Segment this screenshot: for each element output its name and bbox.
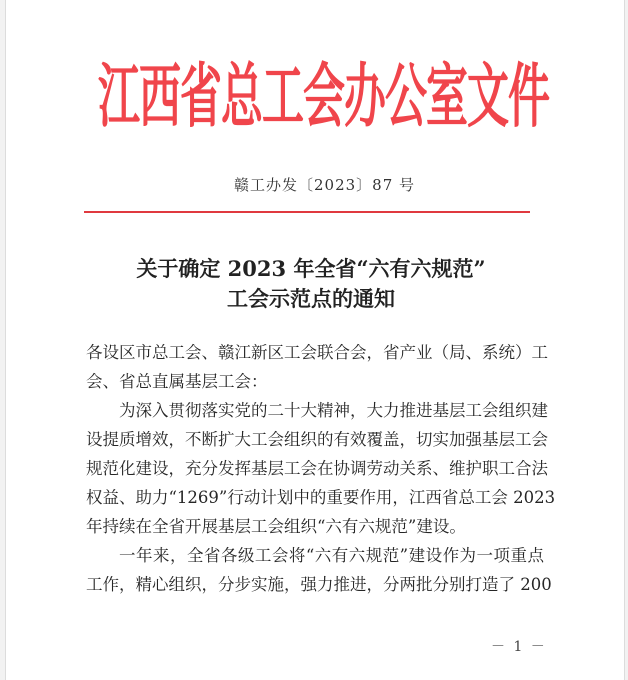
body-line-paragraph-2: 一年来，全省各级工会将“六有六规范”建设作为一项重点	[119, 546, 544, 565]
issuer-heading-char: 工	[262, 55, 305, 137]
issuer-heading-char: 会	[303, 55, 346, 137]
issuer-heading-char: 室	[426, 55, 469, 137]
body-line-addressees: 各设区市总工会、赣江新区工会联合会，省产业（局、系统）工	[86, 343, 548, 362]
document-page	[5, 0, 625, 680]
document-title-line-1: 关于确定 2023 年全省“六有六规范”	[136, 256, 486, 281]
body-line-paragraph-1: 规范化建设，充分发挥基层工会在协调劳动关系、维护职工合法	[86, 459, 548, 478]
body-line-paragraph-1-end: 年持续在全省开展基层工会组织“六有六规范”建设。	[86, 517, 466, 536]
document-title-line-2: 工会示范点的通知	[227, 286, 395, 311]
document-body	[86, 338, 556, 599]
red-divider-rule	[84, 211, 530, 213]
body-line-paragraph-2: 工作，精心组织，分步实施，强力推进，分两批分别打造了 200	[86, 575, 552, 594]
issuer-heading	[98, 55, 551, 137]
issuer-heading-char: 总	[221, 55, 264, 137]
issuer-heading-char: 件	[508, 55, 551, 137]
body-line-addressees-cont: 会、省总直属基层工会：	[86, 372, 268, 391]
issuer-heading-char: 省	[180, 55, 223, 137]
issuer-heading-char: 办	[344, 55, 387, 137]
issuer-heading-char: 公	[385, 55, 428, 137]
body-line-paragraph-1: 权益、助力“1269”行动计划中的重要作用，江西省总工会 2023	[86, 488, 556, 507]
issuer-heading-char: 江	[98, 55, 141, 137]
body-line-paragraph-1: 设提质增效，不断扩大工会组织的有效覆盖，切实加强基层工会	[86, 430, 548, 449]
body-line-paragraph-1: 为深入贯彻落实党的二十大精神，大力推进基层工会组织建	[119, 401, 548, 420]
issuer-heading-char: 文	[467, 55, 510, 137]
issuer-heading-char: 西	[139, 55, 182, 137]
page-number: － 1 －	[491, 639, 547, 655]
document-number: 赣工办发〔2023〕87 号	[234, 176, 416, 194]
